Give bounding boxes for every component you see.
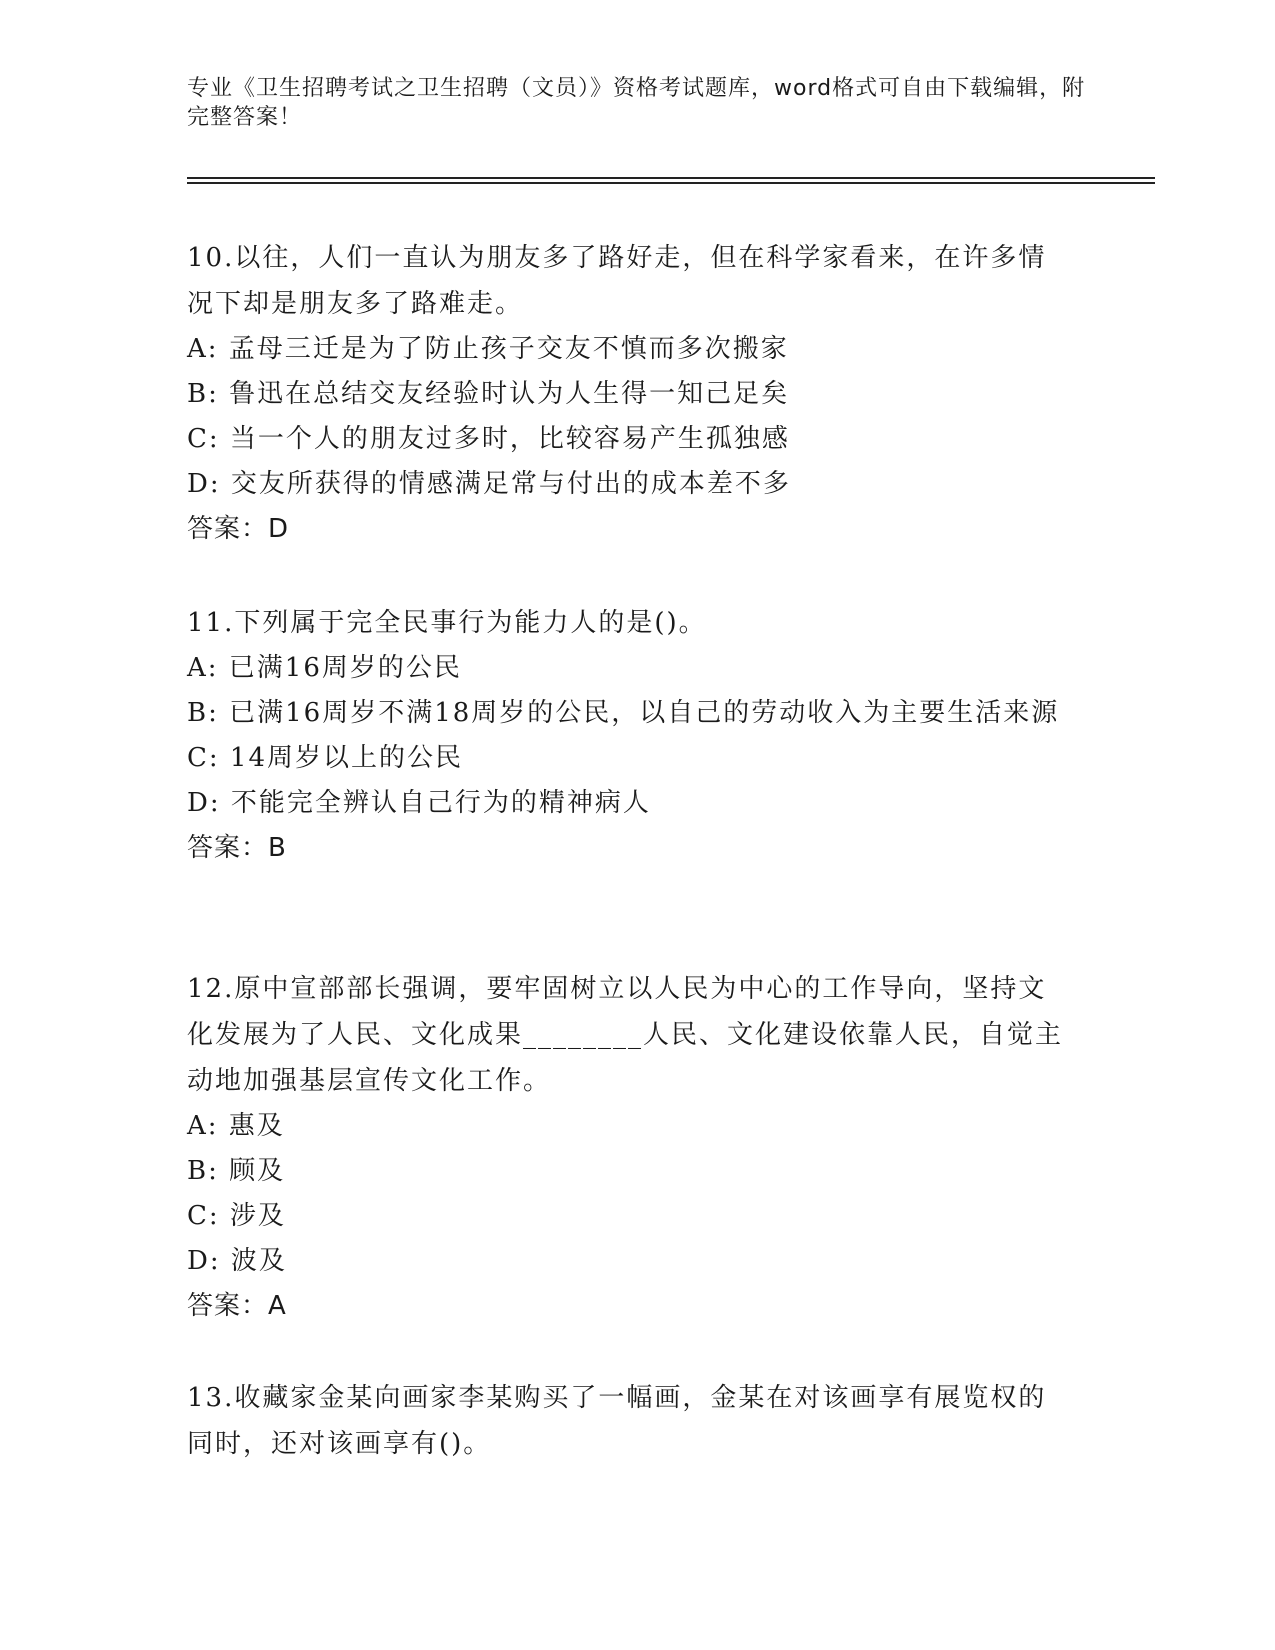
option-b: B: 已满16周岁不满18周岁的公民，以自己的劳动收入为主要生活来源 (187, 698, 1060, 728)
question-stem: 11.下列属于完全民事行为能力人的是()。 (187, 608, 707, 638)
answer-line: 答案：D (187, 514, 290, 544)
option-b: B: 顾及 (187, 1156, 286, 1186)
option-b: B: 鲁迅在总结交友经验时认为人生得一知己足矣 (187, 379, 790, 409)
option-d: D: 交友所获得的情感满足常与付出的成本差不多 (187, 469, 791, 499)
option-d: D: 波及 (187, 1246, 287, 1276)
option-c: C: 当一个人的朋友过多时，比较容易产生孤独感 (187, 424, 790, 454)
question-11 (187, 600, 1067, 871)
question-stem: 12.原中宣部部长强调，要牢固树立以人民为中心的工作导向，坚持文化发展为了人民、文化成果________人民、文化建设依靠人民，自觉主动地加强基层宣传文化工作。 (187, 974, 1064, 1096)
option-c: C: 14周岁以上的公民 (187, 743, 464, 773)
header-divider-bottom (187, 182, 1155, 184)
option-a: A: 已满16周岁的公民 (187, 653, 462, 683)
answer-line: 答案：A (187, 1291, 287, 1321)
option-c: C: 涉及 (187, 1201, 286, 1231)
header-divider-top (187, 177, 1155, 179)
question-13 (187, 1375, 1067, 1467)
option-d: D: 不能完全辨认自己行为的精神病人 (187, 788, 651, 818)
document-header: 专业《卫生招聘考试之卫生招聘（文员）》资格考试题库，word格式可自由下载编辑，附完整答案！ (187, 76, 1086, 130)
question-12 (187, 966, 1067, 1329)
question-stem: 10.以往，人们一直认为朋友多了路好走，但在科学家看来，在许多情况下却是朋友多了路难走。 (187, 243, 1047, 319)
question-stem: 13.收藏家金某向画家李某购买了一幅画，金某在对该画享有展览权的同时，还对该画享有()。 (187, 1383, 1047, 1459)
option-a: A: 孟母三迁是为了防止孩子交友不慎而多次搬家 (187, 334, 789, 364)
option-a: A: 惠及 (187, 1111, 285, 1141)
answer-line: 答案：B (187, 833, 287, 863)
question-10 (187, 235, 1067, 552)
